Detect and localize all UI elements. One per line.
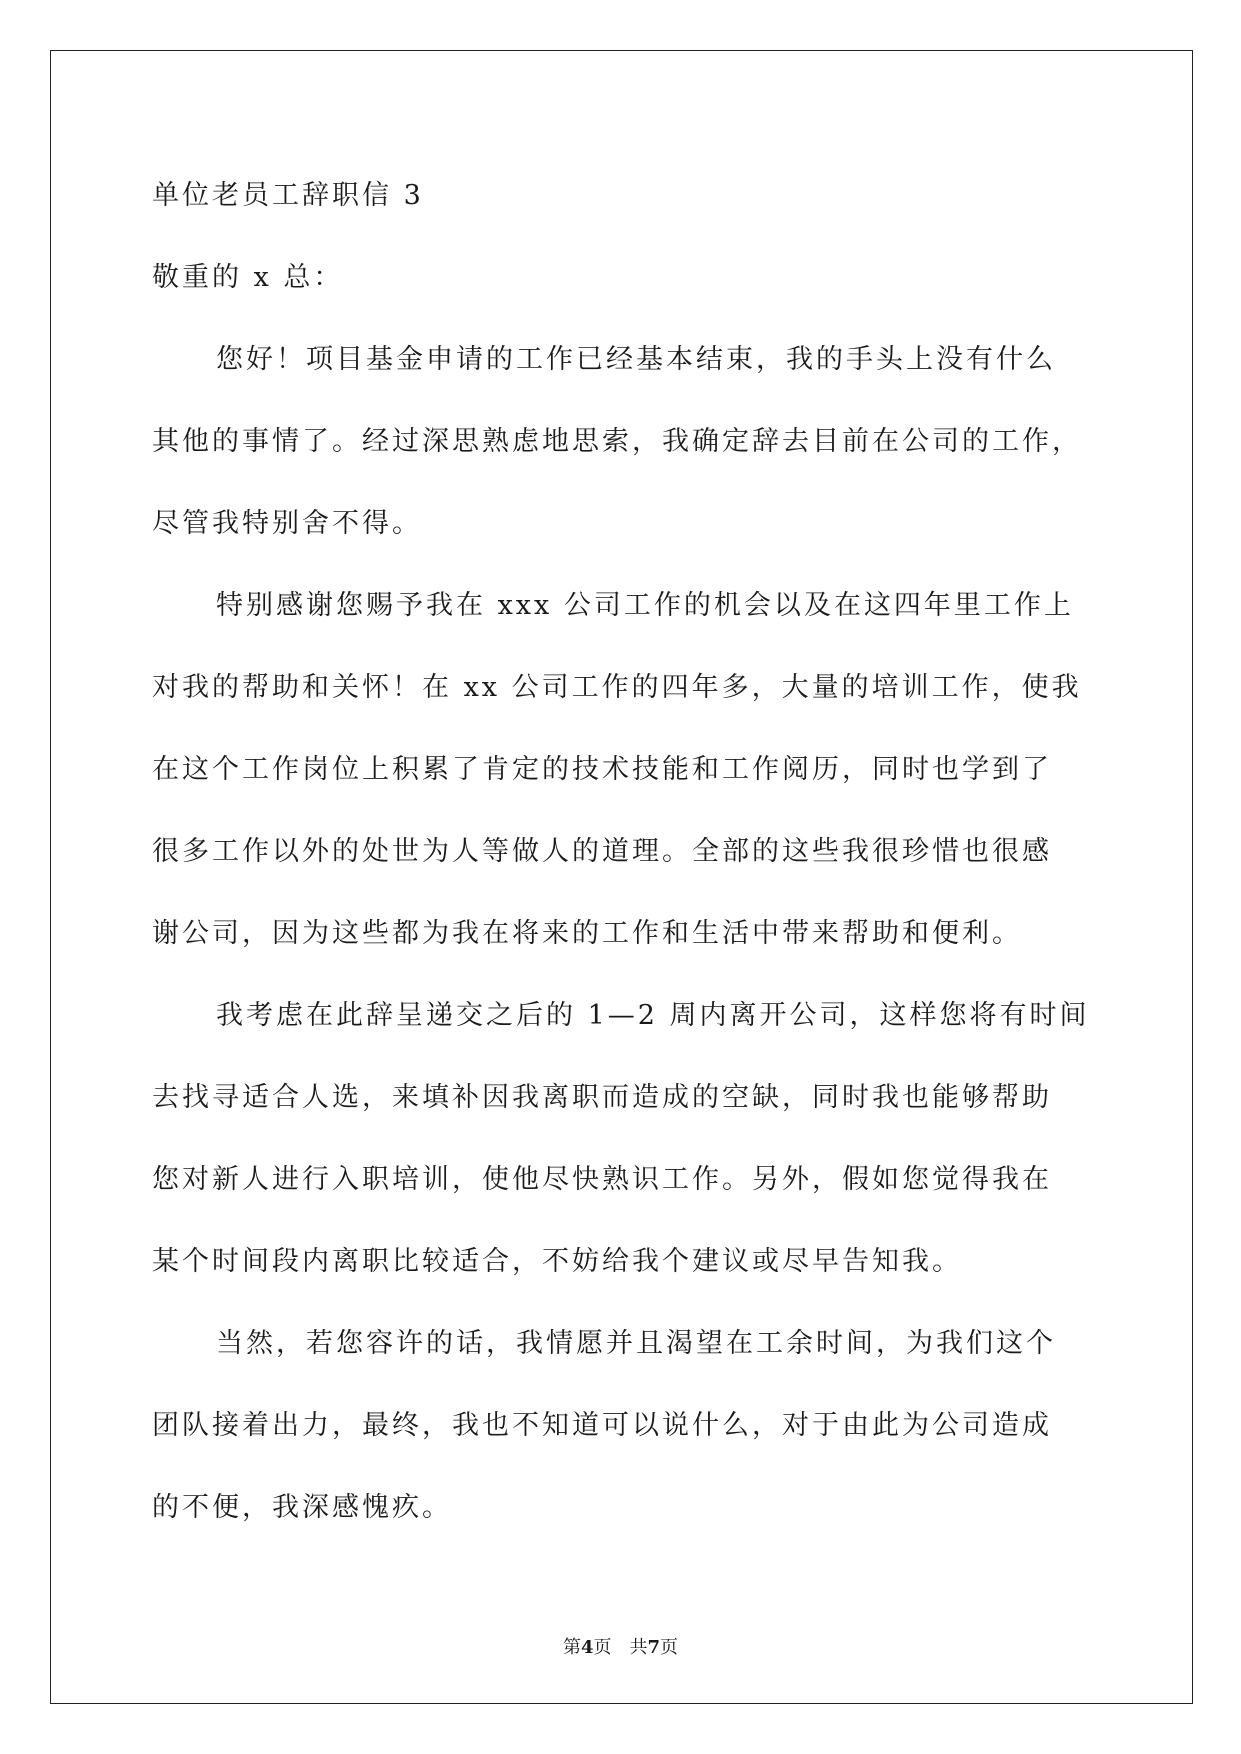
paragraph-line: 很多工作以外的处世为人等做人的道理。全部的这些我很珍惜也很感 bbox=[152, 836, 1052, 867]
paragraph-line: 某个时间段内离职比较适合，不妨给我个建议或尽早告知我。 bbox=[152, 1246, 962, 1277]
paragraph-line: 对我的帮助和关怀！在 xx 公司工作的四年多，大量的培训工作，使我 bbox=[152, 672, 1082, 703]
paragraph-2 bbox=[152, 565, 1092, 975]
paragraph-line: 其他的事情了。经过深思熟虑地思索，我确定辞去目前在公司的工作， bbox=[152, 426, 1082, 457]
paragraph-line: 尽管我特别舍不得。 bbox=[152, 508, 422, 539]
page-footer bbox=[0, 1633, 1241, 1659]
document-title: 单位老员工辞职信 3 bbox=[152, 180, 424, 211]
page-suffix: 页 bbox=[593, 1637, 612, 1658]
paragraph-line: 我考虑在此辞呈递交之后的 1—2 周内离开公司，这样您将有时间 bbox=[216, 1000, 1090, 1031]
paragraph-line: 您对新人进行入职培训，使他尽快熟识工作。另外，假如您觉得我在 bbox=[152, 1164, 1052, 1195]
paragraph-line: 特别感谢您赐予我在 xxx 公司工作的机会以及在这四年里工作上 bbox=[216, 590, 1074, 621]
paragraph-line: 当然，若您容许的话，我情愿并且渴望在工余时间，为我们这个 bbox=[216, 1328, 1056, 1359]
paragraph-line: 去找寻适合人选，来填补因我离职而造成的空缺，同时我也能够帮助 bbox=[152, 1082, 1052, 1113]
paragraph-1 bbox=[152, 319, 1092, 565]
paragraph-line: 您好！项目基金申请的工作已经基本结束，我的手头上没有什么 bbox=[216, 344, 1056, 375]
document-body bbox=[152, 155, 1092, 1549]
salutation: 敬重的 x 总： bbox=[152, 262, 344, 293]
paragraph-3 bbox=[152, 975, 1092, 1303]
paragraph-line: 的不便，我深感愧疚。 bbox=[152, 1492, 452, 1523]
total-prefix: 共 bbox=[629, 1637, 648, 1658]
paragraph-line: 团队接着出力，最终，我也不知道可以说什么，对于由此为公司造成 bbox=[152, 1410, 1052, 1441]
page-total: 7 bbox=[647, 1637, 661, 1658]
paragraph-line: 在这个工作岗位上积累了肯定的技术技能和工作阅历，同时也学到了 bbox=[152, 754, 1052, 785]
total-suffix: 页 bbox=[660, 1637, 679, 1658]
paragraph-4 bbox=[152, 1303, 1092, 1549]
page-current: 4 bbox=[580, 1637, 594, 1658]
paragraph-line: 谢公司，因为这些都为我在将来的工作和生活中带来帮助和便利。 bbox=[152, 918, 1022, 949]
page-prefix: 第 bbox=[562, 1637, 581, 1658]
